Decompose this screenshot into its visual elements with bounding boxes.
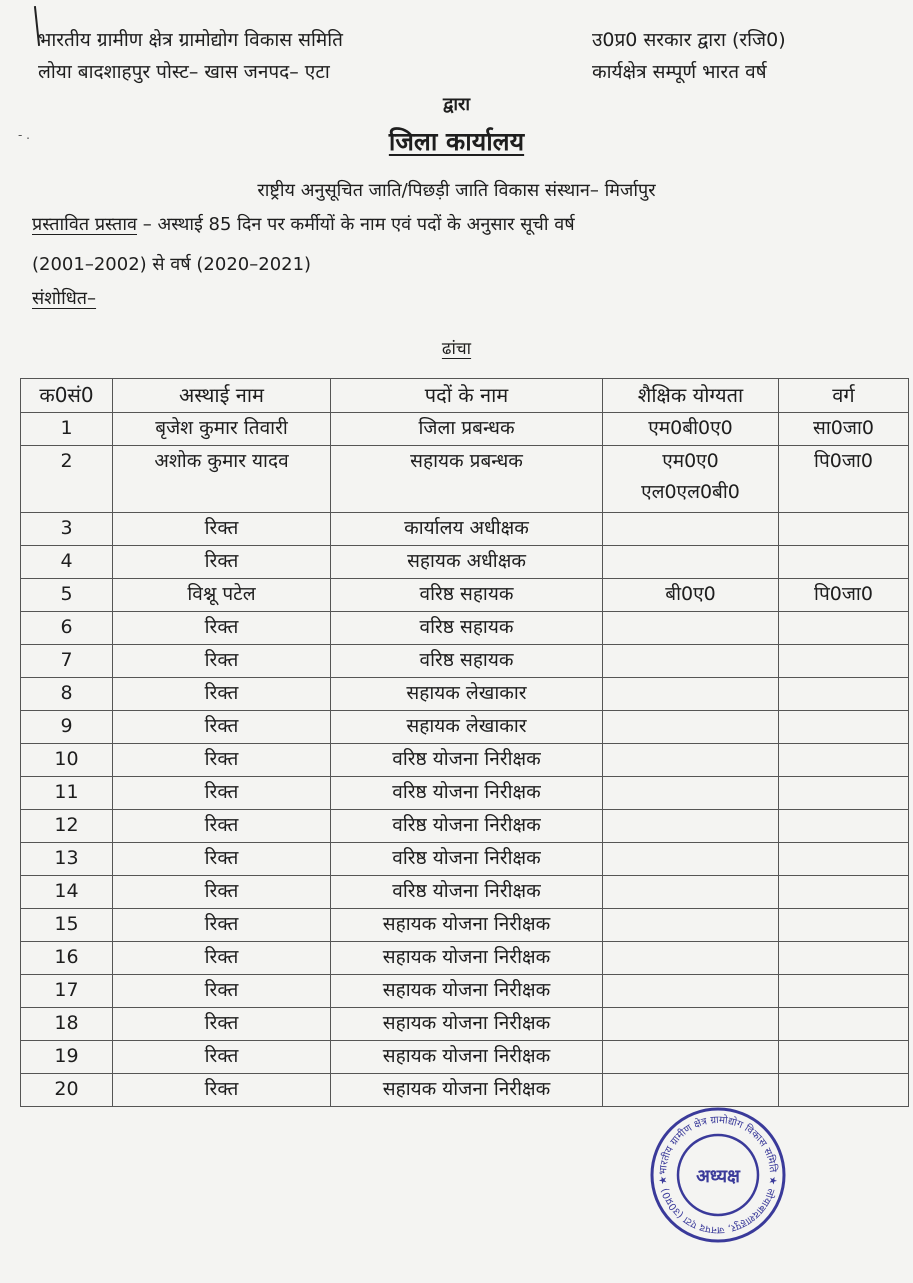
- table-row: [21, 744, 909, 777]
- col-header-category: वर्ग: [779, 379, 909, 413]
- cell-category: [779, 612, 909, 645]
- table-row: [21, 579, 909, 612]
- table-row: [21, 777, 909, 810]
- cell-serial: [21, 777, 113, 810]
- cell-post: [331, 678, 603, 711]
- cell-qualification: [603, 1041, 779, 1074]
- cell-post-text: सहायक अधीक्षक: [407, 550, 526, 572]
- registration: उ0प्र0 सरकार द्वारा (रजि0): [592, 29, 786, 51]
- cell-qualification: [603, 1008, 779, 1041]
- cell-name: [113, 645, 331, 678]
- cell-name-text: रिक्त: [204, 847, 239, 869]
- cell-category: [779, 678, 909, 711]
- table-row: [21, 909, 909, 942]
- cell-post: [331, 942, 603, 975]
- cell-serial-text: 20: [54, 1078, 79, 1100]
- cell-name: [113, 413, 331, 446]
- table-header-row: [21, 379, 909, 413]
- cell-name: [113, 513, 331, 546]
- cell-qualification: [603, 876, 779, 909]
- cell-post: [331, 876, 603, 909]
- table-row: [21, 876, 909, 909]
- cell-category: [779, 645, 909, 678]
- cell-name-text: रिक्त: [204, 616, 239, 638]
- cell-category: [779, 513, 909, 546]
- cell-category: [779, 777, 909, 810]
- cell-post: [331, 446, 603, 513]
- table-row: [21, 975, 909, 1008]
- cell-category: [779, 1008, 909, 1041]
- cell-name-text: रिक्त: [204, 781, 239, 803]
- table-row: [21, 413, 909, 446]
- cell-name: [113, 612, 331, 645]
- cell-qualification: [603, 413, 779, 446]
- cell-serial-text: 15: [54, 913, 79, 935]
- cell-name: [113, 446, 331, 513]
- cell-post-text: वरिष्ठ योजना निरीक्षक: [392, 748, 541, 770]
- structure-label: ढांचा: [441, 339, 472, 359]
- cell-name-text: रिक्त: [204, 649, 239, 671]
- table-row: [21, 711, 909, 744]
- cell-qualification: [603, 579, 779, 612]
- cell-post: [331, 1041, 603, 1074]
- cell-category: [779, 942, 909, 975]
- institute-line: राष्ट्रीय अनुसूचित जाति/पिछड़ी जाति विकास संस्थान– मिर्जापुर: [257, 180, 656, 201]
- cell-serial: [21, 810, 113, 843]
- cell-name-text: रिक्त: [204, 1078, 239, 1100]
- cell-name-text: बृजेश कुमार तिवारी: [155, 417, 288, 439]
- cell-name: [113, 678, 331, 711]
- cell-name-text: रिक्त: [204, 979, 239, 1001]
- cell-name-text: रिक्त: [204, 682, 239, 704]
- cell-category-text: पि0जा0: [814, 450, 873, 472]
- cell-serial-text: 10: [54, 748, 79, 770]
- cell-post-text: सहायक योजना निरीक्षक: [382, 1012, 551, 1034]
- proposal-label: प्रस्तावित प्रस्ताव: [32, 214, 137, 235]
- table-row: [21, 645, 909, 678]
- cell-qualification: [603, 843, 779, 876]
- cell-serial: [21, 744, 113, 777]
- cell-post-text: वरिष्ठ सहायक: [419, 649, 514, 671]
- work-scope: कार्यक्षेत्र सम्पूर्ण भारत वर्ष: [592, 61, 767, 83]
- cell-name-text: रिक्त: [204, 517, 239, 539]
- table-row: [21, 1008, 909, 1041]
- col-header-post: पदों के नाम: [331, 379, 603, 413]
- cell-post-text: सहायक योजना निरीक्षक: [382, 979, 551, 1001]
- cell-category: [779, 1041, 909, 1074]
- cell-post: [331, 579, 603, 612]
- cell-category-text: सा0जा0: [813, 417, 874, 439]
- cell-name: [113, 711, 331, 744]
- cell-qualification: [603, 612, 779, 645]
- org-name: भारतीय ग्रामीण क्षेत्र ग्रामोद्योग विकास समिति: [38, 29, 344, 51]
- cell-qualification: [603, 513, 779, 546]
- cell-post: [331, 711, 603, 744]
- cell-serial: [21, 546, 113, 579]
- table-body: [21, 413, 909, 1107]
- cell-serial-text: 7: [60, 649, 73, 671]
- cell-post-text: सहायक लेखाकार: [406, 682, 527, 704]
- cell-qualification-line2: एल0एल0बी0: [641, 481, 740, 503]
- cell-serial-text: 18: [54, 1012, 79, 1034]
- cell-name-text: अशोक कुमार यादव: [154, 450, 289, 472]
- cell-qualification: [603, 942, 779, 975]
- cell-serial: [21, 446, 113, 513]
- cell-qualification: [603, 678, 779, 711]
- staff-table: [20, 378, 909, 1107]
- scan-mark: - .: [18, 128, 30, 142]
- table-row: [21, 1041, 909, 1074]
- table-row: [21, 1074, 909, 1107]
- cell-category: [779, 876, 909, 909]
- cell-qualification: [603, 1074, 779, 1107]
- cell-serial: [21, 942, 113, 975]
- table-row: [21, 513, 909, 546]
- cell-post-text: सहायक योजना निरीक्षक: [382, 913, 551, 935]
- cell-name: [113, 1008, 331, 1041]
- cell-post: [331, 909, 603, 942]
- cell-serial: [21, 513, 113, 546]
- cell-name-text: रिक्त: [204, 1012, 239, 1034]
- table-row: [21, 446, 909, 513]
- table-row: [21, 810, 909, 843]
- cell-serial-text: 16: [54, 946, 79, 968]
- cell-post-text: वरिष्ठ योजना निरीक्षक: [392, 847, 541, 869]
- cell-post-text: सहायक योजना निरीक्षक: [382, 1078, 551, 1100]
- cell-serial-text: 3: [60, 517, 73, 539]
- cell-category: [779, 1074, 909, 1107]
- cell-post: [331, 1008, 603, 1041]
- cell-post: [331, 546, 603, 579]
- org-address: लोया बादशाहपुर पोस्ट– खास जनपद– एटा: [38, 61, 330, 83]
- table-row: [21, 843, 909, 876]
- cell-qualification: [603, 711, 779, 744]
- cell-qualification: [603, 744, 779, 777]
- cell-serial-text: 5: [60, 583, 73, 605]
- cell-serial-text: 4: [60, 550, 73, 572]
- cell-post: [331, 744, 603, 777]
- cell-name: [113, 744, 331, 777]
- cell-post: [331, 513, 603, 546]
- cell-post-text: वरिष्ठ सहायक: [419, 583, 514, 605]
- cell-serial-text: 8: [60, 682, 73, 704]
- cell-serial-text: 2: [60, 450, 73, 472]
- cell-qualification: [603, 777, 779, 810]
- cell-name: [113, 810, 331, 843]
- cell-qualification-text: एम0बी0ए0: [648, 417, 733, 439]
- cell-serial-text: 12: [54, 814, 79, 836]
- cell-name-text: रिक्त: [204, 1045, 239, 1067]
- cell-category: [779, 446, 909, 513]
- cell-post: [331, 843, 603, 876]
- cell-category: [779, 810, 909, 843]
- office-title: जिला कार्यालय: [388, 127, 525, 156]
- cell-name: [113, 546, 331, 579]
- cell-serial: [21, 645, 113, 678]
- cell-serial-text: 13: [54, 847, 79, 869]
- cell-name: [113, 975, 331, 1008]
- cell-category: [779, 975, 909, 1008]
- cell-name: [113, 1074, 331, 1107]
- year-range: (2001–2002) से वर्ष (2020–2021): [32, 254, 312, 275]
- cell-qualification: [603, 810, 779, 843]
- table-row: [21, 546, 909, 579]
- cell-name: [113, 942, 331, 975]
- cell-post-text: वरिष्ठ योजना निरीक्षक: [392, 880, 541, 902]
- cell-qualification: [603, 446, 779, 513]
- cell-name-text: रिक्त: [204, 880, 239, 902]
- cell-name: [113, 1041, 331, 1074]
- cell-serial: [21, 975, 113, 1008]
- cell-category: [779, 413, 909, 446]
- cell-post: [331, 810, 603, 843]
- cell-category: [779, 909, 909, 942]
- cell-category: [779, 579, 909, 612]
- cell-name: [113, 777, 331, 810]
- cell-serial-text: 17: [54, 979, 79, 1001]
- president-stamp: [648, 1105, 788, 1245]
- cell-name: [113, 876, 331, 909]
- cell-name: [113, 579, 331, 612]
- cell-serial-text: 1: [60, 417, 73, 439]
- cell-post: [331, 975, 603, 1008]
- cell-serial-text: 9: [60, 715, 73, 737]
- cell-serial: [21, 1074, 113, 1107]
- cell-post: [331, 777, 603, 810]
- cell-category: [779, 744, 909, 777]
- cell-serial-text: 11: [54, 781, 79, 803]
- cell-name-text: रिक्त: [204, 550, 239, 572]
- cell-serial: [21, 909, 113, 942]
- cell-serial: [21, 843, 113, 876]
- cell-post-text: सहायक लेखाकार: [406, 715, 527, 737]
- cell-post: [331, 612, 603, 645]
- cell-post: [331, 645, 603, 678]
- cell-qualification-text: बी0ए0: [665, 583, 716, 605]
- cell-name-text: रिक्त: [204, 946, 239, 968]
- cell-post-text: वरिष्ठ योजना निरीक्षक: [392, 814, 541, 836]
- cell-qualification-text: एम0ए0: [662, 450, 719, 472]
- cell-serial: [21, 1041, 113, 1074]
- cell-post-text: कार्यालय अधीक्षक: [404, 517, 529, 539]
- table-row: [21, 678, 909, 711]
- cell-serial-text: 6: [60, 616, 73, 638]
- cell-qualification: [603, 546, 779, 579]
- cell-name-text: रिक्त: [204, 913, 239, 935]
- cell-serial: [21, 612, 113, 645]
- cell-name: [113, 843, 331, 876]
- cell-qualification: [603, 975, 779, 1008]
- cell-qualification: [603, 909, 779, 942]
- cell-serial: [21, 1008, 113, 1041]
- cell-serial: [21, 876, 113, 909]
- cell-serial: [21, 413, 113, 446]
- cell-serial: [21, 711, 113, 744]
- stamp-center-text: अध्यक्ष: [696, 1166, 740, 1187]
- cell-post: [331, 1074, 603, 1107]
- cell-post-text: वरिष्ठ सहायक: [419, 616, 514, 638]
- cell-post-text: वरिष्ठ योजना निरीक्षक: [392, 781, 541, 803]
- cell-name-text: रिक्त: [204, 715, 239, 737]
- cell-name-text: रिक्त: [204, 748, 239, 770]
- cell-serial-text: 19: [54, 1045, 79, 1067]
- col-header-serial: क0सं0: [21, 379, 113, 413]
- table-row: [21, 942, 909, 975]
- proposal-text: – अस्थाई 85 दिन पर कर्मीयों के नाम एवं पदों के अनुसार सूची वर्ष: [137, 214, 575, 235]
- by-label: द्वारा: [442, 94, 471, 115]
- cell-category-text: पि0जा0: [814, 583, 873, 605]
- cell-category: [779, 843, 909, 876]
- cell-post-text: सहायक प्रबन्धक: [410, 450, 523, 472]
- cell-post: [331, 413, 603, 446]
- cell-category: [779, 546, 909, 579]
- cell-serial: [21, 579, 113, 612]
- revised-label: संशोधित–: [32, 288, 97, 309]
- table-row: [21, 612, 909, 645]
- stamp-ring-text: भारतीय ग्रामीण क्षेत्र ग्रामोद्योग विकास समिति ★ लोयाबादशाहपुर, जनपद एटा (उ0प्र0) ★: [657, 1114, 779, 1236]
- cell-category: [779, 711, 909, 744]
- cell-name-text: विश्नू पटेल: [187, 583, 256, 605]
- col-header-qualification: शैक्षिक योग्यता: [603, 379, 779, 413]
- col-header-name: अस्थाई नाम: [113, 379, 331, 413]
- cell-serial-text: 14: [54, 880, 79, 902]
- cell-name: [113, 909, 331, 942]
- cell-serial: [21, 678, 113, 711]
- cell-post-text: सहायक योजना निरीक्षक: [382, 1045, 551, 1067]
- cell-post-text: जिला प्रबन्धक: [418, 417, 515, 439]
- cell-qualification: [603, 645, 779, 678]
- proposal-line: [32, 212, 575, 236]
- cell-post-text: सहायक योजना निरीक्षक: [382, 946, 551, 968]
- cell-name-text: रिक्त: [204, 814, 239, 836]
